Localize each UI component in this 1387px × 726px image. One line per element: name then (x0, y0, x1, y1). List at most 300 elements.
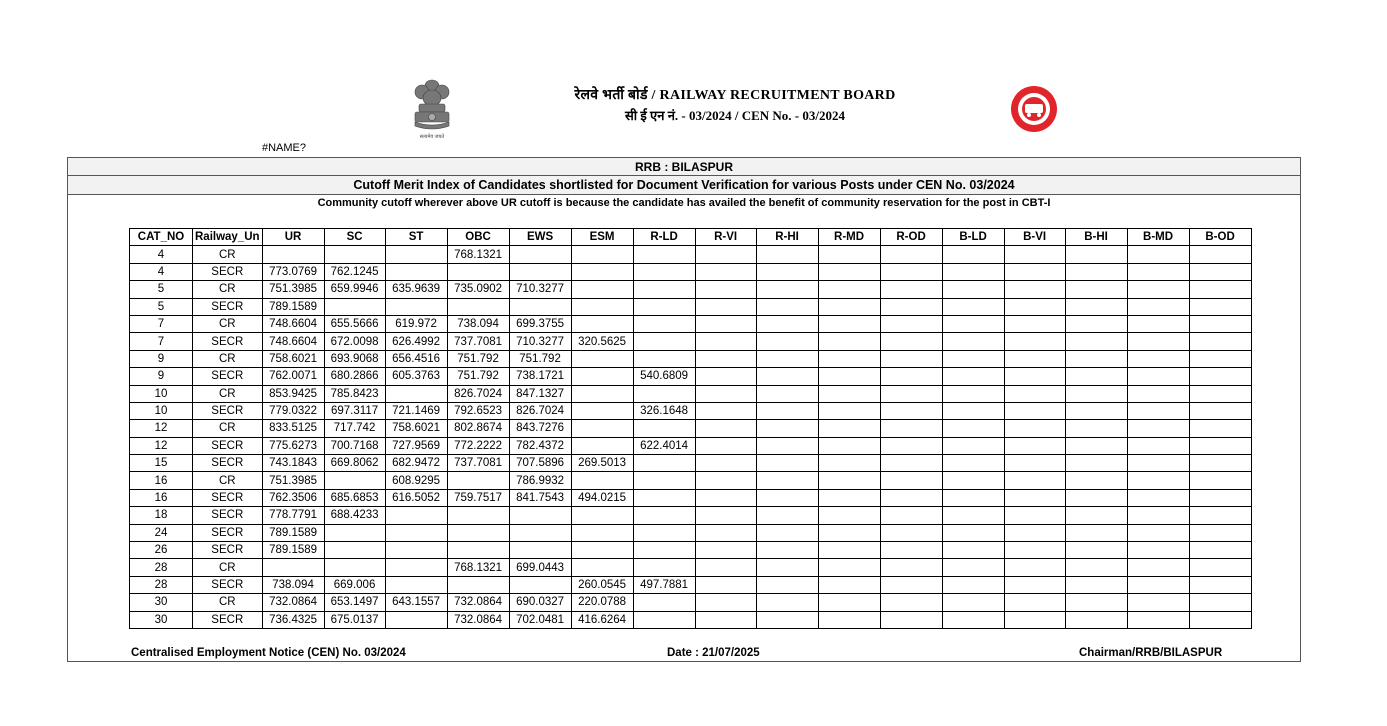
table-cell (880, 333, 942, 350)
table-cell: SECR (193, 542, 263, 559)
table-cell (942, 559, 1004, 576)
table-cell (756, 246, 818, 263)
table-cell (880, 350, 942, 367)
table-cell (1065, 507, 1127, 524)
table-cell: 260.0545 (571, 576, 633, 593)
table-cell (1004, 489, 1065, 506)
table-cell (509, 298, 571, 315)
table-cell: CR (193, 350, 263, 367)
table-cell: 693.9068 (324, 350, 385, 367)
table-cell: 748.6604 (262, 333, 324, 350)
table-cell (447, 507, 509, 524)
table-cell: SECR (193, 263, 263, 280)
table-cell (262, 559, 324, 576)
table-cell: 786.9932 (509, 472, 571, 489)
table-cell (1189, 298, 1251, 315)
column-header: CAT_NO (130, 229, 193, 246)
table-cell (880, 368, 942, 385)
table-row (130, 402, 1252, 419)
table-cell (1127, 594, 1189, 611)
table-cell (695, 263, 756, 280)
table-cell (818, 333, 880, 350)
table-cell (818, 315, 880, 332)
table-cell: 494.0215 (571, 489, 633, 506)
table-cell: 672.0098 (324, 333, 385, 350)
table-cell (1065, 559, 1127, 576)
table-cell (447, 524, 509, 541)
table-cell (571, 350, 633, 367)
column-header: R-MD (818, 229, 880, 246)
table-cell (633, 333, 695, 350)
table-row (130, 385, 1252, 402)
table-cell (818, 420, 880, 437)
table-cell (1065, 542, 1127, 559)
table-cell: 682.9472 (385, 455, 447, 472)
table-cell: 608.9295 (385, 472, 447, 489)
table-cell (571, 542, 633, 559)
table-cell (1127, 472, 1189, 489)
table-cell: 619.972 (385, 315, 447, 332)
table-cell: 635.9639 (385, 281, 447, 298)
table-cell (1127, 489, 1189, 506)
table-cell (324, 298, 385, 315)
table-cell (1004, 368, 1065, 385)
table-cell (571, 281, 633, 298)
table-cell (1127, 542, 1189, 559)
table-cell: SECR (193, 402, 263, 419)
table-cell (695, 385, 756, 402)
table-cell (1004, 507, 1065, 524)
table-cell: 710.3277 (509, 333, 571, 350)
table-cell (818, 455, 880, 472)
table-cell (1065, 350, 1127, 367)
table-cell: 737.7081 (447, 333, 509, 350)
table-cell (818, 246, 880, 263)
table-cell (1065, 385, 1127, 402)
table-cell (880, 507, 942, 524)
table-cell (509, 542, 571, 559)
table-cell: 702.0481 (509, 611, 571, 628)
table-row (130, 594, 1252, 611)
table-cell (324, 559, 385, 576)
table-cell (1189, 524, 1251, 541)
table-cell: 759.7517 (447, 489, 509, 506)
table-cell (1004, 594, 1065, 611)
table-cell: SECR (193, 368, 263, 385)
table-cell (324, 542, 385, 559)
table-cell: 7 (130, 315, 193, 332)
table-cell (1189, 281, 1251, 298)
table-cell (818, 489, 880, 506)
table-cell (633, 455, 695, 472)
table-cell (756, 472, 818, 489)
table-cell (1065, 281, 1127, 298)
table-cell (1004, 298, 1065, 315)
table-cell (818, 350, 880, 367)
table-cell: 659.9946 (324, 281, 385, 298)
table-cell: 12 (130, 437, 193, 454)
table-cell (880, 611, 942, 628)
table-cell (1004, 559, 1065, 576)
table-cell: 5 (130, 298, 193, 315)
table-cell: 785.8423 (324, 385, 385, 402)
table-cell (756, 542, 818, 559)
table-cell (1065, 437, 1127, 454)
community-note: Community cutoff wherever above UR cutoff is because the candidate has availed the benefit of community reservation for the post in CBT-I (317, 197, 1051, 209)
table-cell (695, 472, 756, 489)
table-cell: 605.3763 (385, 368, 447, 385)
table-cell (818, 576, 880, 593)
table-cell: SECR (193, 507, 263, 524)
table-cell (880, 298, 942, 315)
table-cell: 680.2866 (324, 368, 385, 385)
table-cell: 28 (130, 559, 193, 576)
table-row (130, 315, 1252, 332)
table-cell (1004, 611, 1065, 628)
table-cell (756, 611, 818, 628)
table-cell: 826.7024 (509, 402, 571, 419)
table-cell: 4 (130, 263, 193, 280)
table-cell (447, 576, 509, 593)
table-cell (1004, 455, 1065, 472)
table-row (130, 437, 1252, 454)
table-cell (756, 455, 818, 472)
table-cell: 622.4014 (633, 437, 695, 454)
table-cell: 789.1589 (262, 542, 324, 559)
table-row (130, 455, 1252, 472)
table-cell (1127, 576, 1189, 593)
table-cell (942, 385, 1004, 402)
table-cell (1004, 333, 1065, 350)
table-cell (818, 507, 880, 524)
table-cell (1127, 455, 1189, 472)
table-cell (385, 246, 447, 263)
table-cell: 416.6264 (571, 611, 633, 628)
table-cell (1189, 507, 1251, 524)
table-cell (695, 281, 756, 298)
table-cell: 847.1327 (509, 385, 571, 402)
table-cell: 802.8674 (447, 420, 509, 437)
table-cell (633, 507, 695, 524)
table-cell (942, 298, 1004, 315)
table-cell: 735.0902 (447, 281, 509, 298)
board-title: रेलवे भर्ती बोर्ड / RAILWAY RECRUITMENT BOARD (574, 88, 896, 103)
table-cell (262, 246, 324, 263)
table-cell (695, 507, 756, 524)
table-cell (756, 594, 818, 611)
table-cell (1065, 611, 1127, 628)
table-cell (1004, 437, 1065, 454)
table-cell (818, 385, 880, 402)
table-cell: 792.6523 (447, 402, 509, 419)
table-cell (1127, 437, 1189, 454)
table-cell (1127, 333, 1189, 350)
table-row (130, 350, 1252, 367)
table-cell (1004, 315, 1065, 332)
table-cell (818, 298, 880, 315)
table-cell: 16 (130, 489, 193, 506)
table-cell (571, 263, 633, 280)
table-cell (633, 315, 695, 332)
table-cell: 15 (130, 455, 193, 472)
column-header: B-HI (1065, 229, 1127, 246)
table-cell: 762.3506 (262, 489, 324, 506)
table-cell: 30 (130, 611, 193, 628)
column-header: EWS (509, 229, 571, 246)
table-cell (1004, 350, 1065, 367)
table-cell (447, 263, 509, 280)
table-cell: SECR (193, 489, 263, 506)
table-cell: 773.0769 (262, 263, 324, 280)
column-header: B-VI (1004, 229, 1065, 246)
table-cell (756, 437, 818, 454)
table-cell (942, 368, 1004, 385)
table-row (130, 559, 1252, 576)
table-cell: CR (193, 281, 263, 298)
table-cell: SECR (193, 524, 263, 541)
table-cell (756, 315, 818, 332)
table-cell (633, 542, 695, 559)
column-header: R-HI (756, 229, 818, 246)
table-cell (756, 333, 818, 350)
table-cell (324, 472, 385, 489)
table-cell: 656.4516 (385, 350, 447, 367)
table-cell (571, 315, 633, 332)
table-cell: 751.792 (509, 350, 571, 367)
table-cell (633, 350, 695, 367)
table-cell: 269.5013 (571, 455, 633, 472)
table-cell: 853.9425 (262, 385, 324, 402)
table-cell (695, 368, 756, 385)
table-cell: 9 (130, 368, 193, 385)
table-cell (1189, 385, 1251, 402)
table-cell: 779.0322 (262, 402, 324, 419)
table-cell (942, 281, 1004, 298)
table-cell (571, 385, 633, 402)
table-cell (1004, 472, 1065, 489)
table-cell: 220.0788 (571, 594, 633, 611)
table-cell (1127, 385, 1189, 402)
table-cell (880, 402, 942, 419)
table-cell: 772.2222 (447, 437, 509, 454)
table-cell (942, 611, 1004, 628)
table-cell (695, 420, 756, 437)
table-cell: 653.1497 (324, 594, 385, 611)
table-cell: 778.7791 (262, 507, 324, 524)
table-cell: 833.5125 (262, 420, 324, 437)
table-cell (385, 507, 447, 524)
table-cell (756, 576, 818, 593)
table-cell: 675.0137 (324, 611, 385, 628)
table-cell (756, 402, 818, 419)
table-cell: 710.3277 (509, 281, 571, 298)
table-cell: 758.6021 (262, 350, 324, 367)
table-cell (633, 281, 695, 298)
table-row (130, 263, 1252, 280)
table-cell (942, 472, 1004, 489)
table-cell (1127, 298, 1189, 315)
table-cell (756, 524, 818, 541)
table-cell (1189, 489, 1251, 506)
table-cell (695, 611, 756, 628)
table-cell (695, 333, 756, 350)
table-cell (324, 246, 385, 263)
table-cell (1127, 402, 1189, 419)
table-cell (633, 472, 695, 489)
table-cell (1189, 246, 1251, 263)
table-cell (942, 402, 1004, 419)
column-header: B-OD (1189, 229, 1251, 246)
table-cell (695, 559, 756, 576)
table-cell (880, 594, 942, 611)
column-header: Railway_Un (193, 229, 263, 246)
table-cell (880, 489, 942, 506)
table-cell: 540.6809 (633, 368, 695, 385)
table-cell (571, 368, 633, 385)
table-cell: 30 (130, 594, 193, 611)
table-cell: 690.0327 (509, 594, 571, 611)
table-cell (695, 489, 756, 506)
table-cell (1004, 524, 1065, 541)
table-cell: 841.7543 (509, 489, 571, 506)
table-cell: CR (193, 385, 263, 402)
table-cell (1065, 298, 1127, 315)
table-cell (695, 298, 756, 315)
table-cell: 727.9569 (385, 437, 447, 454)
table-cell (1189, 333, 1251, 350)
table-cell (1127, 559, 1189, 576)
table-cell (385, 298, 447, 315)
table-cell (571, 559, 633, 576)
table-cell (818, 472, 880, 489)
table-cell: 768.1321 (447, 246, 509, 263)
table-cell (880, 246, 942, 263)
footer-date: Date : 21/07/2025 (667, 647, 760, 659)
table-cell (942, 576, 1004, 593)
table-cell: 697.3117 (324, 402, 385, 419)
table-cell: 669.8062 (324, 455, 385, 472)
table-cell (633, 385, 695, 402)
table-cell: SECR (193, 298, 263, 315)
column-header: R-VI (695, 229, 756, 246)
table-cell (1065, 402, 1127, 419)
table-cell (942, 594, 1004, 611)
table-cell (818, 524, 880, 541)
table-cell (633, 594, 695, 611)
table-cell (818, 368, 880, 385)
column-header: SC (324, 229, 385, 246)
table-cell (942, 489, 1004, 506)
table-cell (385, 263, 447, 280)
table-cell: 768.1321 (447, 559, 509, 576)
table-cell (1065, 524, 1127, 541)
table-cell (1127, 281, 1189, 298)
table-cell (942, 263, 1004, 280)
table-header-row (130, 229, 1252, 246)
table-cell: SECR (193, 576, 263, 593)
table-cell (385, 542, 447, 559)
table-cell (1189, 437, 1251, 454)
table-cell: 762.1245 (324, 263, 385, 280)
table-cell (880, 455, 942, 472)
table-cell (447, 472, 509, 489)
table-cell (756, 507, 818, 524)
table-cell (1004, 542, 1065, 559)
table-cell (880, 472, 942, 489)
table-cell: 12 (130, 420, 193, 437)
table-cell: 326.1648 (633, 402, 695, 419)
table-cell (695, 402, 756, 419)
table-cell (571, 524, 633, 541)
table-cell: 732.0864 (447, 611, 509, 628)
table-cell (1065, 576, 1127, 593)
table-cell (1065, 263, 1127, 280)
table-cell: 732.0864 (447, 594, 509, 611)
table-cell: 782.4372 (509, 437, 571, 454)
table-row (130, 281, 1252, 298)
table-cell (756, 385, 818, 402)
table-cell: 738.1721 (509, 368, 571, 385)
table-cell: 685.6853 (324, 489, 385, 506)
table-cell (385, 611, 447, 628)
column-header: ESM (571, 229, 633, 246)
table-row (130, 507, 1252, 524)
table-cell: SECR (193, 455, 263, 472)
table-cell (880, 420, 942, 437)
table-cell: 626.4992 (385, 333, 447, 350)
table-cell: 751.3985 (262, 472, 324, 489)
column-header: ST (385, 229, 447, 246)
table-cell (1065, 333, 1127, 350)
table-row (130, 611, 1252, 628)
table-cell (756, 263, 818, 280)
table-cell (880, 315, 942, 332)
table-cell: CR (193, 315, 263, 332)
report-title: Cutoff Merit Index of Candidates shortlisted for Document Verification for various Posts under CEN No. 03/2024 (68, 176, 1300, 195)
table-cell (756, 368, 818, 385)
column-header: R-OD (880, 229, 942, 246)
cen-number: सी ई एन नं. - 03/2024 / CEN No. - 03/2024 (625, 108, 845, 123)
table-cell (756, 298, 818, 315)
table-cell: 758.6021 (385, 420, 447, 437)
table-cell (818, 263, 880, 280)
table-row (130, 542, 1252, 559)
table-cell (509, 507, 571, 524)
table-cell: 26 (130, 542, 193, 559)
table-cell (633, 611, 695, 628)
table-cell (633, 298, 695, 315)
rrb-band: RRB : BILASPUR (68, 158, 1300, 176)
table-cell (571, 298, 633, 315)
table-cell (818, 437, 880, 454)
table-cell: 775.6273 (262, 437, 324, 454)
table-cell (1189, 315, 1251, 332)
table-cell: 5 (130, 281, 193, 298)
table-cell (942, 315, 1004, 332)
table-cell: 717.742 (324, 420, 385, 437)
table-row (130, 298, 1252, 315)
table-cell: 737.7081 (447, 455, 509, 472)
footer-cen: Centralised Employment Notice (CEN) No. 03/2024 (131, 647, 406, 659)
table-cell (880, 281, 942, 298)
table-cell: CR (193, 472, 263, 489)
table-row (130, 472, 1252, 489)
table-cell: 16 (130, 472, 193, 489)
table-cell (1127, 246, 1189, 263)
table-cell: 707.5896 (509, 455, 571, 472)
table-cell (1065, 594, 1127, 611)
table-cell (1004, 246, 1065, 263)
